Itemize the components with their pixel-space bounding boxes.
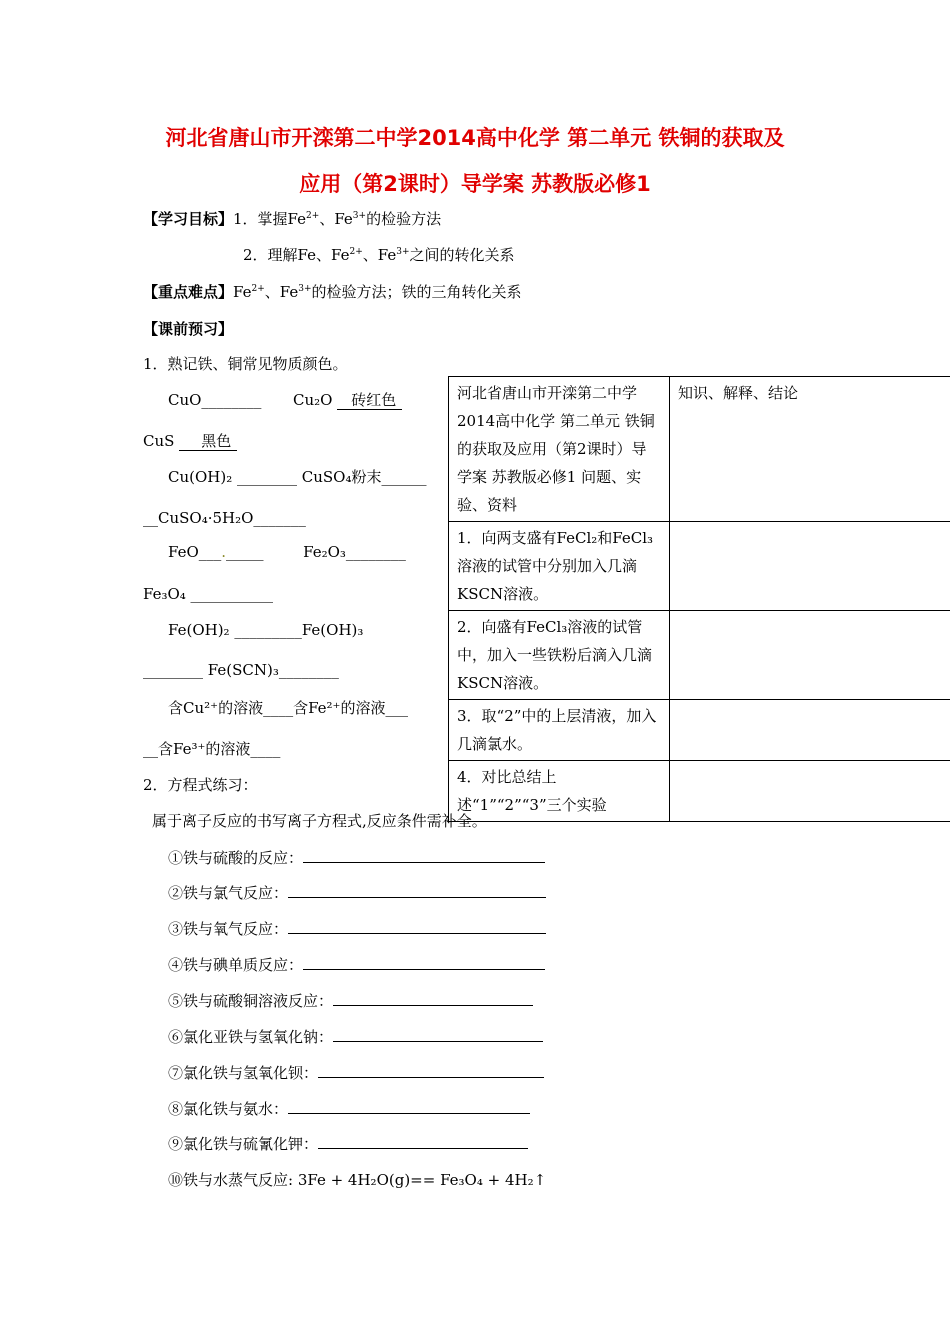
table-header-right: 知识、解释、结论 bbox=[670, 377, 950, 522]
document-title-line1: 河北省唐山市开滦第二中学2014高中化学 第二单元 铁铜的获取及 bbox=[165, 126, 785, 150]
fescn-line: ________ Fe(SCN)₃________ bbox=[143, 661, 339, 679]
cus-line bbox=[143, 430, 237, 451]
key-points-post: 的检验方法；铁的三角转化关系 bbox=[311, 283, 522, 301]
key-points-line: 【重点难点】$Fe^{2+}$、$Fe^{3+}$的检验方法；铁的三角转化关系 bbox=[143, 283, 522, 301]
preview-question-2: 2．方程式练习： bbox=[143, 776, 258, 794]
answer-blank[interactable] bbox=[318, 1134, 528, 1149]
table-row bbox=[449, 761, 950, 822]
objective-2-post: 之间的转化关系 bbox=[409, 246, 515, 264]
cuso4-5h2o-line: __CuSO₄·5H₂O_______ bbox=[143, 509, 306, 527]
equation-item-7 bbox=[168, 1062, 544, 1083]
feo-line bbox=[168, 543, 406, 561]
document-title-line2: 应用（第2课时）导学案 苏教版必修1 bbox=[299, 172, 651, 196]
feo-blank-tail: _____ bbox=[226, 543, 264, 561]
equation-item-3 bbox=[168, 918, 546, 939]
preview-label: 【课前预习】 bbox=[143, 320, 234, 338]
cuoh2-line: Cu(OH)₂ ________ CuSO₄粉末______ bbox=[168, 468, 427, 486]
fe3o4-line: Fe₃O₄ ___________ bbox=[143, 585, 274, 603]
objective-line-1: 【学习目标】1．掌握$Fe^{2+}$、$Fe^{3+}$的检验方法 bbox=[143, 210, 442, 228]
preview-question-1: 1．熟记铁、铜常见物质颜色。 bbox=[143, 355, 348, 373]
equation-label: ④铁与碘单质反应： bbox=[168, 956, 304, 974]
answer-blank[interactable] bbox=[333, 1027, 543, 1042]
cus-answer: 黑色 bbox=[179, 432, 237, 451]
equation-label: ③铁与氧气反应： bbox=[168, 920, 289, 938]
fe2o3-blank: Fe₂O₃________ bbox=[303, 543, 406, 561]
equation-item-4 bbox=[168, 954, 545, 975]
equation-item-1 bbox=[168, 847, 545, 868]
equation-label: ②铁与氯气反应： bbox=[168, 884, 289, 902]
table-cell-answer bbox=[670, 700, 950, 761]
equation-label: ⑦氯化铁与氢氧化钡： bbox=[168, 1064, 319, 1082]
answer-blank[interactable] bbox=[303, 848, 545, 863]
objective-2-mid: 、Fe bbox=[362, 246, 397, 264]
cu2o-label: Cu₂O bbox=[293, 391, 333, 409]
cuo-line bbox=[168, 389, 402, 410]
table-cell-answer bbox=[670, 522, 950, 611]
table-row bbox=[449, 611, 950, 700]
equation-item-6 bbox=[168, 1026, 543, 1047]
answer-blank[interactable] bbox=[333, 991, 533, 1006]
equations-intro: 属于离子反应的书写离子方程式,反应条件需补全。 bbox=[152, 812, 487, 830]
table-cell-experiment: 1．向两支盛有FeCl₂和FeCl₃溶液的试管中分别加入几滴KSCN溶液。 bbox=[449, 522, 670, 611]
key-points-pre: Fe bbox=[233, 283, 252, 301]
experiment-table bbox=[448, 376, 950, 822]
table-cell-answer bbox=[670, 611, 950, 700]
dot-mark: . bbox=[221, 543, 227, 561]
key-points-label: 【重点难点】 bbox=[143, 283, 234, 301]
ions-line-1: 含Cu²⁺的溶液____含Fe²⁺的溶液___ bbox=[168, 699, 408, 717]
table-cell-experiment: 4．对比总结上述“1”“2”“3”三个实验 bbox=[449, 761, 670, 822]
equation-item-2 bbox=[168, 882, 546, 903]
equation-item-9 bbox=[168, 1133, 528, 1154]
table-cell-answer bbox=[670, 761, 950, 822]
cuo-blank: CuO________ bbox=[168, 391, 262, 409]
objective-1-mid: 、Fe bbox=[319, 210, 353, 228]
objective-line-2: 2．理解Fe、$Fe^{2+}$、$Fe^{3+}$之间的转化关系 bbox=[243, 246, 515, 264]
equation-label: ⑧氯化铁与氨水： bbox=[168, 1100, 289, 1118]
table-row bbox=[449, 700, 950, 761]
ions-line-2: __含Fe³⁺的溶液____ bbox=[143, 740, 281, 758]
feo-blank: FeO___ bbox=[168, 543, 222, 561]
equation-item-5 bbox=[168, 990, 533, 1011]
objective-1-post: 的检验方法 bbox=[366, 210, 442, 228]
equation-label: ⑨氯化铁与硫氰化钾： bbox=[168, 1135, 319, 1153]
objective-1-pre: 1．掌握Fe bbox=[233, 210, 307, 228]
answer-blank[interactable] bbox=[288, 1099, 530, 1114]
table-cell-experiment: 2．向盛有FeCl₃溶液的试管中，加入一些铁粉后滴入几滴KSCN溶液。 bbox=[449, 611, 670, 700]
equation-label: ①铁与硫酸的反应： bbox=[168, 849, 304, 867]
objectives-label: 【学习目标】 bbox=[143, 210, 234, 228]
key-points-mid: 、Fe bbox=[264, 283, 299, 301]
cus-label: CuS bbox=[143, 432, 175, 450]
feoh-line: Fe(OH)₂ _________Fe(OH)₃ bbox=[168, 621, 364, 639]
equation-label: ⑤铁与硫酸铜溶液反应： bbox=[168, 992, 334, 1010]
equation-label: ⑥氯化亚铁与氢氧化钠： bbox=[168, 1028, 334, 1046]
equation-item-8 bbox=[168, 1098, 530, 1119]
objective-2-pre: 2．理解Fe、Fe bbox=[243, 246, 350, 264]
table-cell-experiment: 3．取“2”中的上层清液，加入几滴氯水。 bbox=[449, 700, 670, 761]
table-row bbox=[449, 522, 950, 611]
table-header-left: 河北省唐山市开滦第二中学2014高中化学 第二单元 铁铜的获取及应用（第2课时）导学案 苏教版必修1 问题、实验、资料 bbox=[449, 377, 670, 522]
equation-item-10: ⑩铁与水蒸气反应: 3Fe + 4H₂O(g)== Fe₃O₄ + 4H₂↑ bbox=[168, 1171, 547, 1189]
answer-blank[interactable] bbox=[288, 919, 546, 934]
answer-blank[interactable] bbox=[303, 955, 545, 970]
cu2o-answer: 砖红色 bbox=[337, 391, 402, 410]
table-header-row bbox=[449, 377, 950, 522]
answer-blank[interactable] bbox=[318, 1063, 544, 1078]
answer-blank[interactable] bbox=[288, 883, 546, 898]
